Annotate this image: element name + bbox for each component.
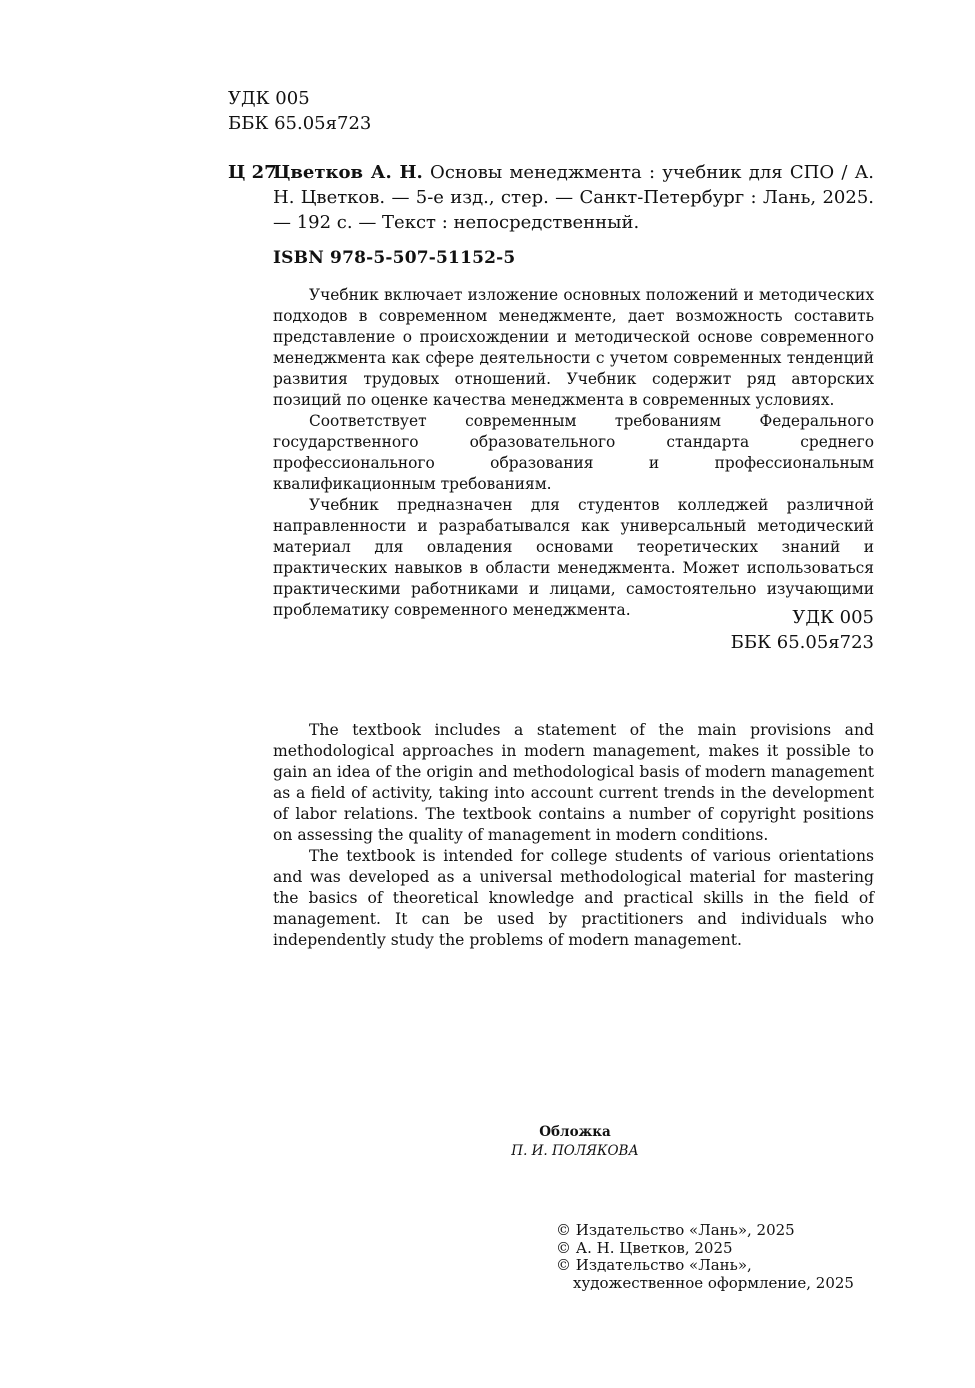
annotation-paragraph: Соответствует современным требованиям Федерального государственного образовательного стандарта среднего профессионального образования и профессиональным квалификационным требованиям. — [273, 412, 874, 493]
annotation-paragraph: Учебник предназначен для студентов колледжей различной направленности и разрабатывался как универсальный методический материал для овладения основами теоретических знаний и практических навыков в области менеджмента. Может использоваться практическими работниками и лицами, самостоятельно изучающими проблематику современного менеджмента. — [273, 496, 874, 619]
annotation-paragraph: The textbook is intended for college students of various orientations and was developed as a universal methodological material for mastering the basics of theoretical knowledge and practical skills in the field of management. It can be used by practitioners and individuals who independently study the problems of modern management. — [273, 847, 874, 949]
cover-label: Обложка — [539, 1124, 611, 1140]
copyright-block — [556, 1222, 854, 1292]
annotation-paragraph: The textbook includes a statement of the main provisions and methodological approaches in modern management, makes it possible to gain an idea of the origin and methodological basis of modern management as a field of activity, taking into account current trends in the development of labor relations. The textbook contains a number of copyright positions on assessing the quality of management in modern conditions. — [273, 721, 874, 844]
cover-designer: П. И. ПОЛЯКОВА — [511, 1143, 639, 1159]
copyright-line: художественное оформление, 2025 — [573, 1273, 854, 1292]
udk-code: УДК 005 — [792, 607, 874, 628]
copyright-line: © Издательство «Лань», — [556, 1256, 752, 1274]
copyright-line: © А. Н. Цветков, 2025 — [556, 1238, 733, 1257]
bibliographic-entry — [228, 160, 874, 235]
author-name: Цветков А. Н. — [273, 162, 423, 183]
classification-bottom — [731, 605, 874, 655]
udk-code: УДК 005 — [228, 88, 310, 109]
title-details: Основы менеджмента : учебник для СПО / А. Н. Цветков. — 5-е изд., стер. — Санкт-Петербург : Лань, 2025. — 192 с. — Текст : непосредственный. — [273, 162, 874, 233]
bibliographic-description — [273, 160, 874, 235]
author-mark: Ц 27 — [228, 162, 277, 183]
isbn: ISBN 978-5-507-51152-5 — [273, 248, 516, 268]
cover-credit — [508, 1123, 642, 1161]
bbk-code: ББК 65.05я723 — [730, 632, 874, 653]
bbk-code: ББК 65.05я723 — [228, 113, 372, 134]
annotation-paragraph: Учебник включает изложение основных положений и методических подходов в современном менеджменте, дает возможность составить представление о происхождении и методической основе современного менеджмента как сфере деятельности с учетом современных тенденций развития трудовых отношений. Учебник содержит ряд авторских позиций по оценке качества менеджмента в современных условиях. — [273, 286, 874, 409]
copyright-line: © Издательство «Лань», 2025 — [556, 1221, 795, 1239]
annotation-russian — [273, 285, 874, 621]
annotation-english — [273, 720, 874, 951]
classification-top — [228, 86, 371, 136]
